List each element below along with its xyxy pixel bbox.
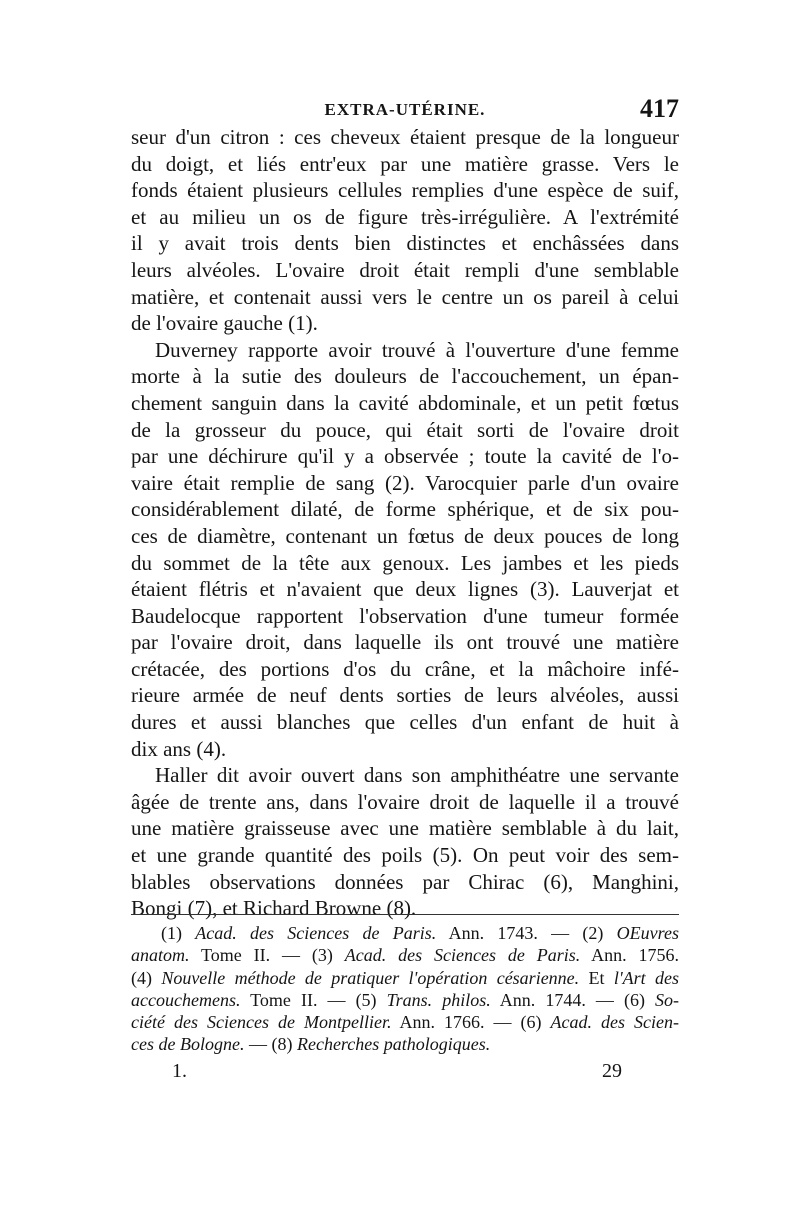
- text-line: Haller dit avoir ouvert dans son amphithéatre une servante: [155, 763, 679, 788]
- text-line: une matière graisseuse avec une matière semblable à du lait,: [131, 816, 679, 841]
- text-line: crétacée, des portions d'os du crâne, et la mâchoire infé-: [131, 656, 679, 681]
- footnote-line: (1) Acad. des Sciences de Paris. Ann. 1743. — (2) OEuvres: [161, 923, 679, 943]
- text-line: par l'ovaire droit, dans laquelle ils ont trouvé une matière: [131, 630, 679, 655]
- text-line: du sommet de la tête aux genoux. Les jambes et les pieds: [131, 550, 679, 575]
- text-line: il y avait trois dents bien distinctes et enchâssées dans: [131, 231, 679, 256]
- text-line: fonds étaient plusieurs cellules remplies d'une espèce de suif,: [131, 178, 679, 203]
- body-text: [131, 124, 680, 1055]
- text-line: dures et aussi blanches que celles d'un enfant de huit à: [131, 710, 679, 735]
- page-footer: [172, 1060, 622, 1088]
- text-line: de l'ovaire gauche (1).: [131, 311, 318, 336]
- text-line: et au milieu un os de figure très-irrégulière. A l'extrémité: [131, 204, 679, 229]
- text-line: blables observations données par Chirac (6), Manghini,: [131, 869, 679, 894]
- footnote-line: accouchemens. Tome II. — (5) Trans. philos. Ann. 1744. — (6) So-: [131, 989, 679, 1010]
- text-line: âgée de trente ans, dans l'ovaire droit de laquelle il a trouvé: [131, 789, 679, 814]
- footnote-line: anatom. Tome II. — (3) Acad. des Sciences de Paris. Ann. 1756.: [131, 945, 679, 966]
- text-line: leurs alvéoles. L'ovaire droit était rempli d'une semblable: [131, 257, 679, 282]
- text-line: ces de diamètre, contenant un fœtus de deux pouces de long: [131, 523, 679, 548]
- text-line: Duverney rapporte avoir trouvé à l'ouverture d'une femme: [155, 337, 679, 362]
- footnote-line: ces de Bologne. — (8) Recherches pathologiques.: [131, 1034, 491, 1055]
- text-line: chement sanguin dans la cavité abdominale, et un petit fœtus: [131, 390, 679, 415]
- text-line: dix ans (4).: [131, 736, 227, 761]
- signature-mark: 1.: [172, 1060, 187, 1082]
- text-line: étaient flétris et n'avaient que deux lignes (3). Lauverjat et: [131, 577, 679, 602]
- text-line: vaire était remplie de sang (2). Varocquier parle d'un ovaire: [131, 470, 679, 495]
- text-line: de la grosseur du pouce, qui était sorti de l'ovaire droit: [131, 417, 679, 442]
- footnote-line: ciété des Sciences de Montpellier. Ann. 1766. — (6) Acad. des Scien-: [131, 1012, 680, 1033]
- footnotes: [131, 922, 679, 1056]
- text-line: du doigt, et liés entr'eux par une matière grasse. Vers le: [131, 151, 679, 176]
- footnote-line: (4) Nouvelle méthode de pratiquer l'opération césarienne. Et l'Art des: [131, 967, 679, 988]
- text-line: seur d'un citron : ces cheveux étaient presque de la longueur: [131, 125, 679, 149]
- text-line: Bongi (7), et Richard Browne (8).: [131, 896, 417, 921]
- running-head: EXTRA-UTÉRINE.: [324, 100, 486, 119]
- text-line: morte à la sutie des douleurs de l'accouchement, un épan-: [131, 364, 679, 389]
- page-number: 417: [640, 94, 679, 123]
- text-line: matière, et contenait aussi vers le centre un os pareil à celui: [131, 284, 679, 309]
- text-line: par une déchirure qu'il y a observée ; toute la cavité de l'o-: [131, 444, 679, 469]
- text-line: Baudelocque rapportent l'observation d'une tumeur formée: [131, 603, 679, 628]
- footnote-separator: [131, 914, 679, 915]
- text-line: rieure armée de neuf dents sorties de leurs alvéoles, aussi: [131, 683, 679, 708]
- text-line: considérablement dilaté, de forme sphérique, et de six pou-: [131, 497, 679, 522]
- gathering-number: 29: [602, 1060, 622, 1082]
- text-line: et une grande quantité des poils (5). On peut voir des sem-: [131, 843, 679, 868]
